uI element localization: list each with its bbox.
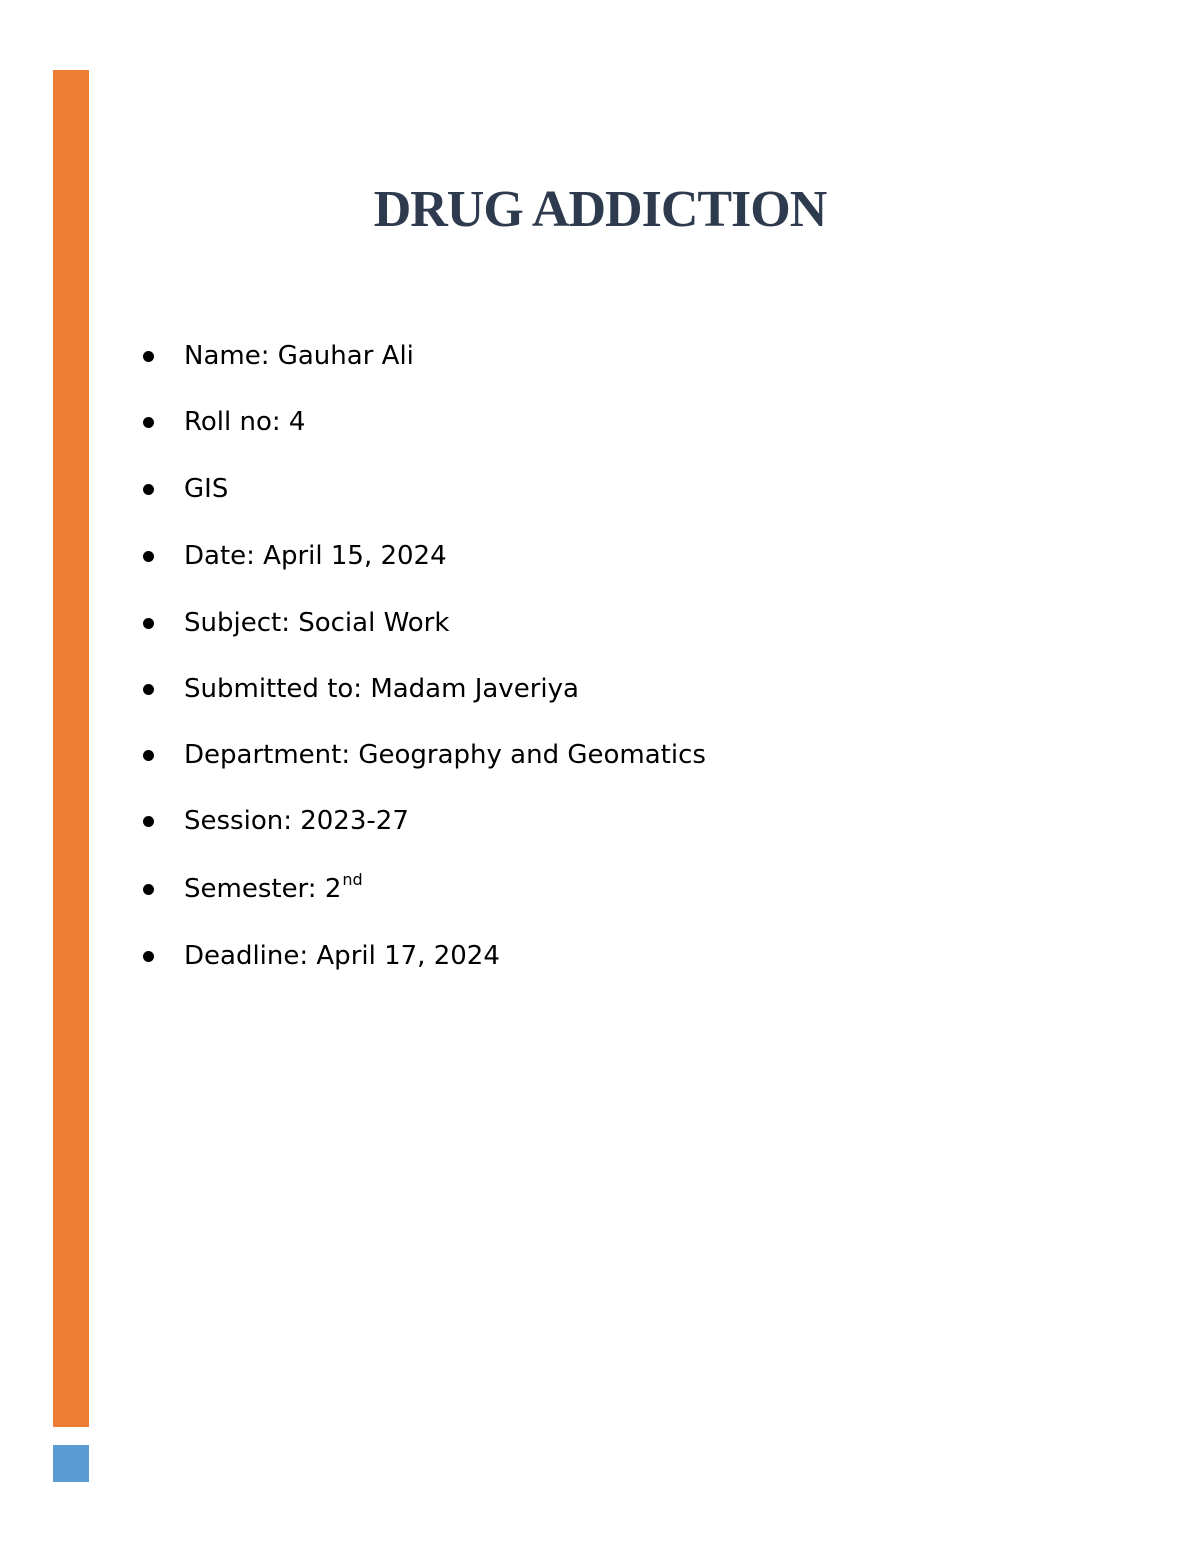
bullet-icon	[143, 417, 154, 428]
list-item-submitted-to	[140, 669, 1040, 709]
list-item-subject	[140, 603, 1040, 643]
list-item-text	[184, 870, 363, 904]
bullet-icon	[143, 684, 154, 695]
list-item-text: GIS	[184, 474, 229, 504]
list-item-text: Submitted to: Madam Javeriya	[184, 674, 579, 704]
list-item-date	[140, 536, 1040, 576]
bullet-icon	[143, 551, 154, 562]
blue-accent-square	[53, 1445, 89, 1482]
bullet-icon	[143, 884, 154, 895]
list-item-roll-no	[140, 402, 1040, 442]
list-item-semester	[140, 869, 1040, 909]
bullet-icon	[143, 351, 154, 362]
list-item-deadline	[140, 936, 1040, 976]
list-item-text: Date: April 15, 2024	[184, 541, 447, 571]
semester-superscript: nd	[342, 870, 363, 889]
list-item-text: Deadline: April 17, 2024	[184, 941, 500, 971]
semester-text: Semester: 2	[184, 874, 342, 904]
bullet-icon	[143, 951, 154, 962]
orange-accent-bar	[53, 70, 89, 1427]
list-item-department	[140, 735, 1040, 775]
list-item-name	[140, 336, 1040, 376]
list-item-program	[140, 469, 1040, 509]
bullet-icon	[143, 750, 154, 761]
document-title: DRUG ADDICTION	[373, 181, 827, 238]
list-item-session	[140, 801, 1040, 841]
bullet-icon	[143, 618, 154, 629]
list-item-text: Subject: Social Work	[184, 608, 450, 638]
list-item-text: Department: Geography and Geomatics	[184, 740, 706, 770]
list-item-text: Roll no: 4	[184, 407, 306, 437]
list-item-text: Session: 2023-27	[184, 806, 409, 836]
list-item-text: Name: Gauhar Ali	[184, 341, 414, 371]
bullet-icon	[143, 816, 154, 827]
bullet-icon	[143, 484, 154, 495]
